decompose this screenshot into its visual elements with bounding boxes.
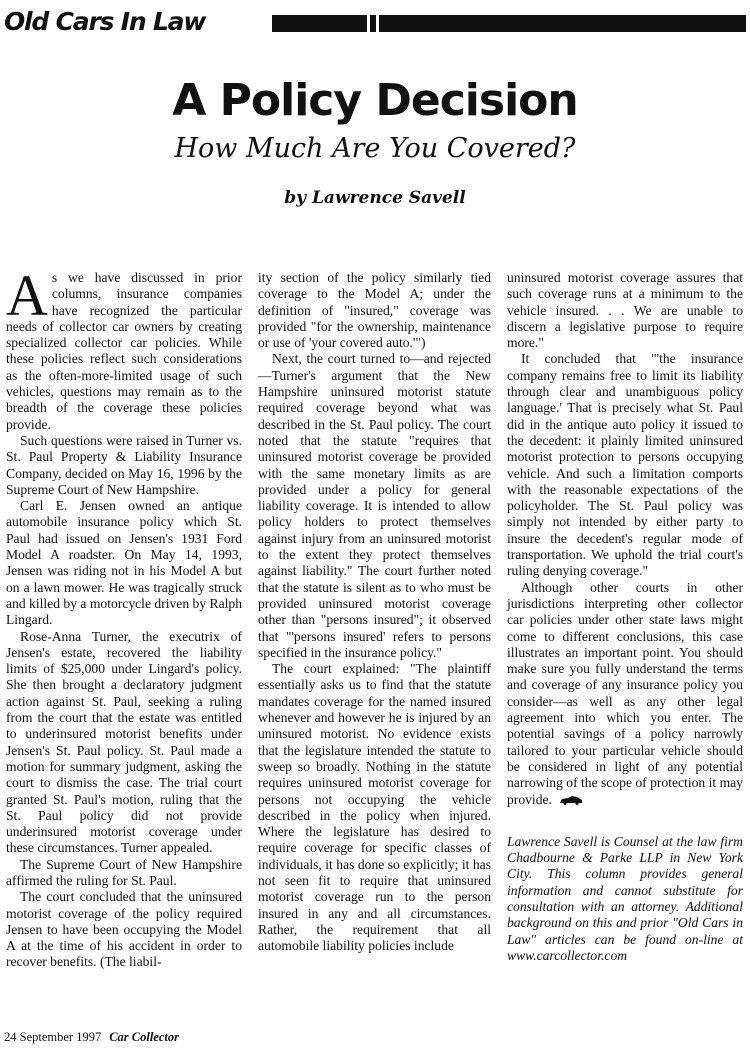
paragraph: Carl E. Jensen owned an antique automobile insurance policy which St. Paul had issued on Jensen's 1931 Ford Model A roadster. On May 14, 1993, Jensen was riding not in his Model A but on a lawn mower. He was tragically struck and killed by a motorcycle driven by Ralph Lingard. (6, 498, 242, 628)
paragraph: It concluded that "'the insurance company remains free to limit its liability through clear and unambiguous policy language.' That is precisely what St. Paul did in the antique auto policy it issued to the decedent: it plainly limited uninsured motorist protection to persons occupying vehicle. And such a limitation comports with the reasonable expectations of the policyholder. The St. Paul policy was simply not intended by either party to insure the decedent's regular mode of transportation. We uphold the trial court's ruling denying coverage." (507, 351, 743, 579)
paragraph: Such questions were raised in Turner vs. St. Paul Property & Liability Insurance Company, decided on May 16, 1996 by the Supreme Court of New Hampshire. (6, 432, 242, 497)
article-column-1 (6, 263, 242, 971)
paragraph: uninsured motorist coverage assures that such coverage runs at a minimum to the vehicle insured. . . We are unable to discern a legislative purpose to require more." (507, 270, 743, 351)
article-column-3 (507, 270, 743, 964)
paragraph: ity section of the policy similarly tied coverage to the Model A; under the definition of "insured," coverage was provided "for the ownership, maintenance or use of 'your covered auto.'") (258, 270, 491, 351)
magazine-name: Car Collector (109, 1030, 180, 1044)
author-bio-text: Lawrence Savell is Counsel at the law firm Chadbourne & Parke LLP in New York City. This column provides general information and cannot substitute for consultation with an attorney. Additional background on this and prior "Old Cars in Law" articles can be found on-line at www.carcollector.com (507, 833, 743, 963)
paragraph: The court explained: "The plaintiff essentially asks us to find that the statute mandates coverage for the named insured whenever and however he is injured by an uninsured motorist. No evidence exists that the legislature intended the statute to sweep so broadly. Nothing in the statute requires uninsured motorist coverage for persons not occupying the vehicle described in the policy when injured. Where the legislature has desired to require coverage for specific classes of individuals, it has done so explicitly; it has not seen fit to require that uninsured motorist coverage run to the person insured in any and all circumstances. Rather, the requirement that all automobile liability policies include (258, 661, 491, 954)
drop-cap: A (6, 263, 48, 328)
paragraph: As we have discussed in prior columns, insurance companies have recognized the particular needs of collector car owners by creating specialized collector car policies. While these policies reflect such considerations as the often-more-limited usage of such vehicles, questions may remain as to the breadth of the coverage these policies provide. (6, 263, 242, 432)
car-end-mark-icon (558, 795, 584, 805)
article-column-2 (258, 270, 491, 954)
page-footer (4, 1030, 179, 1045)
article-byline: by Lawrence Savell (284, 188, 466, 208)
paragraph: The court concluded that the uninsured motorist coverage of the policy required Jensen to have been occupying the Model A at the time of his accident in order to recover benefits. (The liabil- (6, 889, 242, 970)
author-bio (507, 834, 743, 964)
section-title: Old Cars In Law (4, 7, 206, 36)
paragraph: Although other courts in other jurisdictions interpreting other collector car policies under other state laws might come to different conclusions, this case illustrates an important point. You should make sure you fully understand the terms and coverage of any insurance policy you consider—as well as any other legal agreement into which you enter. The potential savings of a policy narrowly tailored to your particular vehicle should be considered in light of any potential narrowing of the scope of protection it may provide. (507, 579, 743, 807)
page-number-date: 24 September 1997 (4, 1030, 102, 1044)
paragraph: The Supreme Court of New Hampshire affirmed the ruling for St. Paul. (6, 856, 242, 888)
header-rule-bars (272, 15, 746, 32)
article-headline: A Policy Decision (172, 75, 578, 126)
paragraph: Next, the court turned to—and rejected—Turner's argument that the New Hampshire uninsured motorist statute required coverage beyond what was described in the St. Paul policy. The court noted that the statute "requires that uninsured motorist coverage be provided with the same monetary limits as are provided under a policy for general liability coverage. It is intended to allow policy holders to protect themselves against injury from an uninsured motorist to the extent they protect themselves against liability." The court further noted that the statute is silent as to who must be provided uninsured motorist coverage other than "persons insured"; it observed that "'persons insured' refers to persons specified in the insurance policy." (258, 351, 491, 660)
section-header (4, 6, 746, 38)
article-subhead: How Much Are You Covered? (174, 133, 576, 164)
paragraph: Rose-Anna Turner, the executrix of Jensen's estate, recovered the liability limits of $25,000 under Lingard's policy. She then brought a declaratory judgment action against St. Paul, seeking a ruling from the court that the estate was entitled to underinsured motorist benefits under Jensen's St. Paul policy. St. Paul made a motion for summary judgment, asking the court to dismiss the case. The trial court granted St. Paul's motion, ruling that the St. Paul policy did not provide underinsured motorist coverage under these circumstances. Turner appealed. (6, 628, 242, 856)
